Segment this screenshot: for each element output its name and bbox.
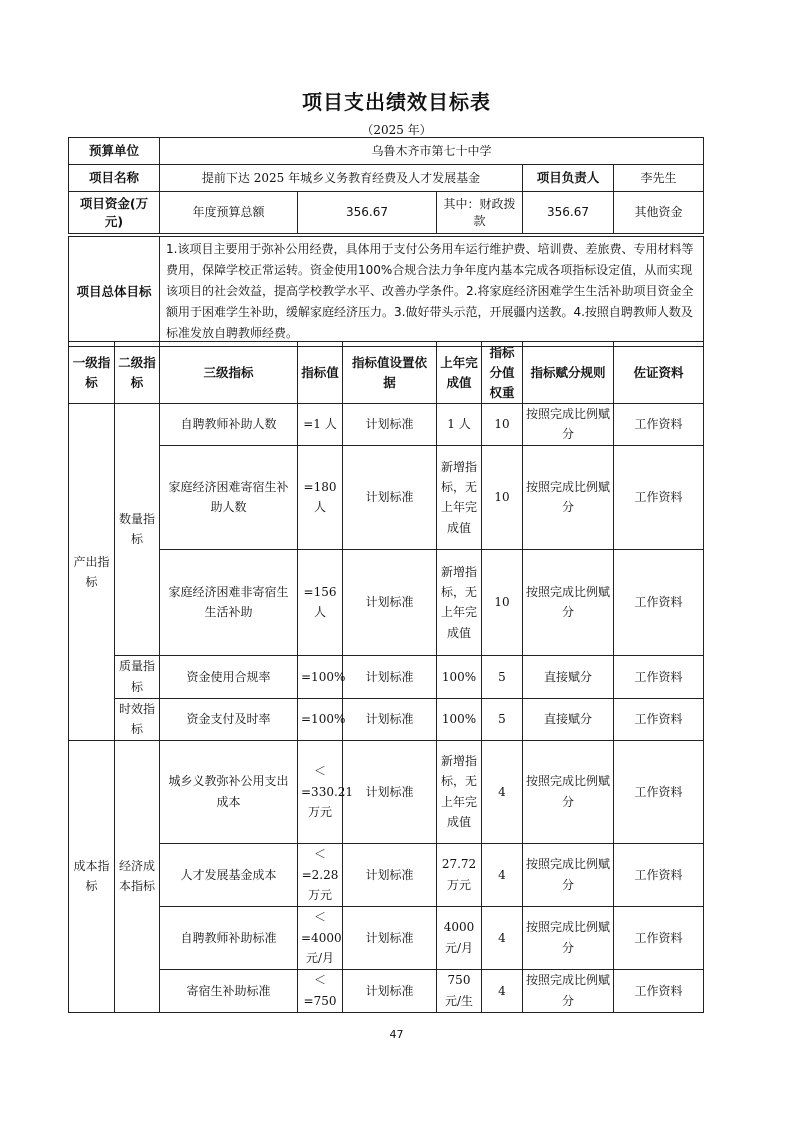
row-weight: 4: [482, 843, 523, 906]
row-name: 家庭经济困难非寄宿生生活补助: [160, 549, 298, 655]
row-evidence: 工作资料: [614, 843, 704, 906]
row-name: 自聘教师补助标准: [160, 906, 298, 969]
header-rule: 指标赋分规则: [523, 342, 614, 404]
row-value: =156 人: [298, 549, 343, 655]
table-row: [69, 906, 704, 969]
row-rule: 直接赋分: [523, 698, 614, 740]
header-weight: 指标分值权重: [482, 342, 523, 404]
header-basis: 指标值设置依据: [343, 342, 437, 404]
leader-label: 项目负责人: [523, 165, 614, 192]
row-name: 寄宿生补助标准: [160, 969, 298, 1012]
row-last: 1 人: [437, 404, 482, 446]
other-funds: [614, 192, 704, 234]
row-basis: 计划标准: [343, 698, 437, 740]
row-name: 家庭经济困难寄宿生补助人数: [160, 445, 298, 549]
row-evidence: 工作资料: [614, 906, 704, 969]
row-evidence: 工作资料: [614, 549, 704, 655]
group-cost: 成本指标: [69, 740, 115, 1012]
group-quality: 质量指标: [115, 655, 160, 698]
row-rule: 按照完成比例赋分: [523, 404, 614, 446]
table-row: [69, 549, 704, 655]
leader-value: 李先生: [614, 165, 704, 192]
overall-goal-label: 项目总体目标: [69, 237, 160, 347]
group-quantity: 数量指标: [115, 404, 160, 656]
group-timeliness: 时效指标: [115, 698, 160, 740]
goal-table: [68, 236, 704, 347]
row-name: 人才发展基金成本: [160, 843, 298, 906]
row-value: ＜=330.21万元: [298, 740, 343, 843]
project-name-row: [69, 165, 704, 192]
row-evidence: 工作资料: [614, 698, 704, 740]
row-weight: 10: [482, 404, 523, 446]
row-basis: 计划标准: [343, 969, 437, 1012]
row-rule: 按照完成比例赋分: [523, 843, 614, 906]
row-name: 自聘教师补助人数: [160, 404, 298, 446]
row-weight: 5: [482, 655, 523, 698]
row-basis: 计划标准: [343, 404, 437, 446]
row-weight: 4: [482, 906, 523, 969]
row-evidence: 工作资料: [614, 740, 704, 843]
row-weight: 5: [482, 698, 523, 740]
row-last: 新增指标，无上年完成值: [437, 549, 482, 655]
page-number: 47: [389, 1028, 404, 1041]
header-row: [69, 342, 704, 404]
header-evidence: 佐证资料: [614, 342, 704, 404]
row-evidence: 工作资料: [614, 404, 704, 446]
row-evidence: 工作资料: [614, 445, 704, 549]
row-last: 27.72万元: [437, 843, 482, 906]
row-rule: 直接赋分: [523, 655, 614, 698]
row-last: 新增指标，无上年完成值: [437, 740, 482, 843]
page-title: 项目支出绩效目标表: [302, 90, 491, 114]
overall-goal-text: 1.该项目主要用于弥补公用经费，具体用于支付公务用车运行维护费、培训费、差旅费、专用材料等费用，保障学校正常运转。资金使用100%合规合法力争年度内基本完成各项指标设定值，从而实现该项目的社会效益，提高学校教学水平、改善办学条件。2.将家庭经济困难学生生活补助项目资金全额用于困难学生补助，缓解家庭经济压力。3.做好带头示范，开展疆内送教。4.按照自聘教师人数及标准发放自聘教师经费。: [160, 237, 704, 347]
budget-unit-row: [69, 138, 704, 165]
annual-total-label: 年度预算总额: [160, 192, 298, 234]
row-basis: 计划标准: [343, 906, 437, 969]
row-rule: 按照完成比例赋分: [523, 740, 614, 843]
row-value: ＜=750: [298, 969, 343, 1012]
header-level2: 二级指标: [115, 342, 160, 404]
funds-label: 项目资金(万元): [69, 192, 160, 234]
fiscal-value: 356.67: [523, 192, 614, 234]
annual-total-value: 356.67: [298, 192, 437, 234]
header-level1: 一级指标: [69, 342, 115, 404]
table-row: [69, 698, 704, 740]
performance-table: [68, 137, 704, 234]
header-level3: 三级指标: [160, 342, 298, 404]
row-rule: 按照完成比例赋分: [523, 549, 614, 655]
project-name-label: 项目名称: [69, 165, 160, 192]
other-funds-label: 其他资金: [634, 205, 683, 220]
row-rule: 按照完成比例赋分: [523, 906, 614, 969]
row-value: =180 人: [298, 445, 343, 549]
table-row: [69, 740, 704, 843]
row-basis: 计划标准: [343, 843, 437, 906]
row-name: 资金使用合规率: [160, 655, 298, 698]
row-last: 4000元/月: [437, 906, 482, 969]
header-last-year: 上年完成值: [437, 342, 482, 404]
row-last: 100%: [437, 698, 482, 740]
budget-unit-value: 乌鲁木齐市第七十中学: [160, 138, 704, 165]
row-weight: 4: [482, 740, 523, 843]
row-last: 100%: [437, 655, 482, 698]
header-value: 指标值: [298, 342, 343, 404]
indicator-table: [68, 341, 704, 1013]
table-row: [69, 404, 704, 446]
row-basis: 计划标准: [343, 445, 437, 549]
table-row: [69, 445, 704, 549]
row-basis: 计划标准: [343, 549, 437, 655]
budget-unit-label: 预算单位: [69, 138, 160, 165]
row-evidence: 工作资料: [614, 969, 704, 1012]
table-row: [69, 655, 704, 698]
row-name: 资金支付及时率: [160, 698, 298, 740]
project-name-value: 提前下达 2025 年城乡义务教育经费及人才发展基金: [160, 165, 523, 192]
row-value: =1 人: [298, 404, 343, 446]
row-last: 750 元/生: [437, 969, 482, 1012]
table-row: [69, 969, 704, 1012]
row-rule: 按照完成比例赋分: [523, 445, 614, 549]
row-value: =100%: [298, 655, 343, 698]
row-rule: 按照完成比例赋分: [523, 969, 614, 1012]
group-economic: 经济成本指标: [115, 740, 160, 1012]
overall-goal-row: [69, 237, 704, 347]
row-value: ＜=4000元/月: [298, 906, 343, 969]
year-label: （2025 年）: [361, 123, 432, 137]
row-name: 城乡义教弥补公用支出成本: [160, 740, 298, 843]
table-row: [69, 843, 704, 906]
group-output: 产出指标: [69, 404, 115, 741]
row-weight: 10: [482, 445, 523, 549]
row-weight: 10: [482, 549, 523, 655]
row-evidence: 工作资料: [614, 655, 704, 698]
row-basis: 计划标准: [343, 740, 437, 843]
row-weight: 4: [482, 969, 523, 1012]
row-last: 新增指标，无上年完成值: [437, 445, 482, 549]
row-value: =100%: [298, 698, 343, 740]
row-value: ＜=2.28万元: [298, 843, 343, 906]
row-basis: 计划标准: [343, 655, 437, 698]
fiscal-label: 其中：财政拨款: [437, 192, 523, 234]
funds-row: [69, 192, 704, 234]
